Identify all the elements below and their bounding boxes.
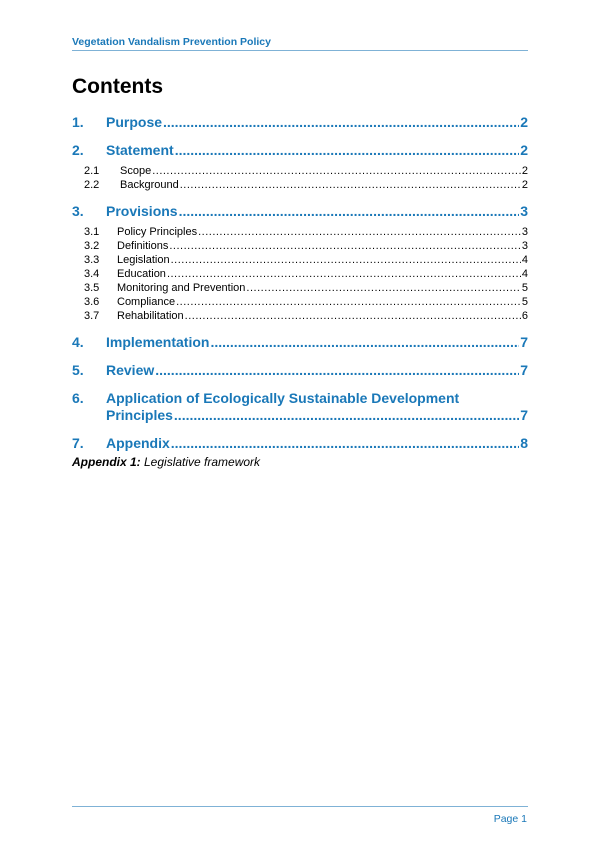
toc-leader [167,267,521,281]
toc-page-number: 2 [520,142,528,158]
toc-entry-statement[interactable] [72,142,528,159]
appendix-note [72,455,528,470]
header-rule [72,50,528,51]
toc-leader [171,253,521,267]
toc-label-line1: Application of Ecologically Sustainable Development [106,390,460,406]
toc-label: Review [106,362,155,378]
toc-number: 3.5 [84,282,100,294]
toc-number: 4. [72,334,84,350]
toc-leader [155,362,519,379]
toc-leader [180,178,521,192]
toc-page-number: 2 [521,165,528,177]
toc-number: 5. [72,362,84,378]
toc-page-number: 5 [521,282,528,294]
toc-label: Implementation [106,334,210,350]
toc-number: 3.6 [84,296,100,308]
toc-leader [169,239,521,253]
toc-entry-background[interactable] [72,178,528,192]
toc-entry-monitoring-prevention[interactable] [72,281,528,295]
toc-entry-rehabilitation[interactable] [72,309,528,323]
toc-number: 3.2 [84,240,100,252]
toc-entry-review[interactable] [72,362,528,379]
toc-entry-implementation[interactable] [72,334,528,351]
toc-page-number: 3 [520,203,528,219]
toc-label: Background [120,179,179,191]
toc-page-number: 5 [521,296,528,308]
toc-page-number: 7 [520,334,528,350]
toc-leader [152,164,521,178]
toc-entry-legislation[interactable] [72,253,528,267]
toc-number: 3.1 [84,226,100,238]
toc-number: 2.1 [84,165,100,177]
toc-label: Legislation [117,254,170,266]
toc-leader [171,435,519,452]
toc-entry-policy-principles[interactable] [72,225,528,239]
toc-page-number: 3 [521,226,528,238]
toc-label: Purpose [106,114,163,130]
toc-label: Compliance [117,296,176,308]
table-of-contents [72,114,528,470]
footer-page-number: Page 1 [493,813,527,825]
toc-number: 6. [72,390,84,406]
toc-label: Rehabilitation [117,310,184,322]
toc-label: Policy Principles [117,226,198,238]
toc-number: 2.2 [84,179,100,191]
toc-leader [246,281,520,295]
toc-entry-education[interactable] [72,267,528,281]
toc-label: Scope [120,165,152,177]
appendix-note-text: Legislative framework [140,455,261,469]
toc-label-line2: Principles [106,407,173,423]
toc-leader [174,407,519,424]
footer-rule [72,806,528,807]
contents-heading: Contents [72,75,163,98]
toc-leader [179,203,520,220]
toc-page-number: 3 [521,240,528,252]
toc-entry-purpose[interactable] [72,114,528,131]
toc-entry-compliance[interactable] [72,295,528,309]
toc-label: Provisions [106,203,178,219]
appendix-note-prefix: Appendix 1: [72,455,141,469]
toc-page-number: 6 [521,310,528,322]
toc-leader [185,309,521,323]
toc-number: 3.3 [84,254,100,266]
toc-page-number: 4 [521,254,528,266]
document-header-title: Vegetation Vandalism Prevention Policy [72,36,271,48]
toc-label: Definitions [117,240,169,252]
toc-leader [176,295,521,309]
toc-page-number: 2 [520,114,528,130]
toc-leader [198,225,521,239]
toc-label: Monitoring and Prevention [117,282,246,294]
toc-entry-appendix[interactable] [72,435,528,452]
toc-page-number: 4 [521,268,528,280]
toc-number: 3. [72,203,84,219]
toc-leader [175,142,520,159]
toc-page-number: 8 [520,435,528,451]
toc-page-number: 7 [520,362,528,378]
toc-leader [210,334,519,351]
toc-page-number: 7 [520,407,528,423]
toc-label: Appendix [106,435,170,451]
toc-entry-definitions[interactable] [72,239,528,253]
toc-entry-provisions[interactable] [72,203,528,220]
toc-number: 3.4 [84,268,100,280]
toc-leader [163,114,519,131]
toc-page-number: 2 [521,179,528,191]
toc-number: 1. [72,114,84,130]
toc-entry-application-esd[interactable] [72,390,528,424]
toc-number: 7. [72,435,84,451]
toc-number: 2. [72,142,84,158]
toc-label: Education [117,268,166,280]
toc-number: 3.7 [84,310,100,322]
toc-entry-scope[interactable] [72,164,528,178]
toc-label: Statement [106,142,174,158]
